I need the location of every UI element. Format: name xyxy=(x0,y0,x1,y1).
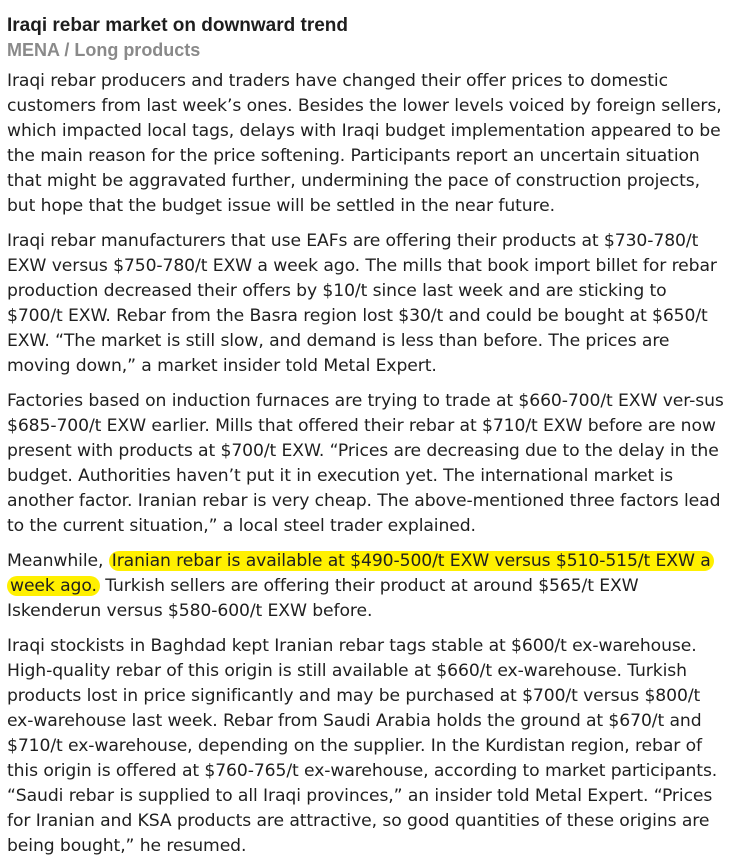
paragraph: Iraqi stockists in Baghdad kept Iranian rebar tags stable at $600/t ex-warehouse. High-quality rebar of this origin is still available at $660/t ex-warehouse. Turkish products lost in price significantly and may be purchased at $700/t versus $800/t ex-warehouse last week. Rebar from Saudi Arabia holds the ground at $670/t and $710/t ex-warehouse, depending on the supplier. In the Kurdistan region, rebar of this origin is offered at $760-765/t ex-warehouse, according to market participants. “Saudi rebar is supplied to all Iraqi provinces,” an insider told Metal Expert. “Prices for Iranian and KSA products are attractive, so good quantities of these origins are being bought,” he resumed. xyxy=(7,636,718,856)
highlighted-text: Iranian rebar is available at $490-500/t EXW versus $510-515/t EXW a week ago. xyxy=(7,551,714,596)
paragraph-text: Meanwhile, xyxy=(7,551,109,571)
paragraph: Iraqi rebar producers and traders have changed their offer prices to domestic customers from last week’s ones. Besides the lower levels voiced by foreign sellers, which impacted local tags, delays with Iraqi budget implementation appeared to be the main reason for the price softening. Participants report an uncertain situation that might be aggravated further, undermining the pace of construction projects, but hope that the budget issue will be settled in the near future. xyxy=(7,71,722,216)
paragraph-text: Turkish sellers are offering their product at around $565/t EXW Iskenderun versus $580-600/t EXW before. xyxy=(7,576,639,621)
highlighted-paragraph xyxy=(7,549,724,624)
paragraph: Iraqi rebar manufacturers that use EAFs are offering their products at $730-780/t EXW versus $750-780/t EXW a week ago. The mills that book import billet for rebar production decreased their offers by $10/t since last week and are sticking to $700/t EXW. Rebar from the Basra region lost $30/t and could be bought at $650/t EXW. “The market is still slow, and demand is less than before. The prices are moving down,” a market insider told Metal Expert. xyxy=(7,231,717,376)
article-section: MENA / Long products xyxy=(7,40,201,60)
paragraph: Factories based on induction furnaces are trying to trade at $660-700/t EXW ver-sus $685-700/t EXW earlier. Mills that offered their rebar at $710/t EXW before are now present with products at $700/t EXW. “Prices are decreasing due to the delay in the budget. Authorities haven’t put it in execution yet. The international market is another factor. Iranian rebar is very cheap. The above-mentioned three factors lead to the current situation,” a local steel trader explained. xyxy=(7,391,724,536)
article-title: Iraqi rebar market on downward trend xyxy=(7,15,349,36)
